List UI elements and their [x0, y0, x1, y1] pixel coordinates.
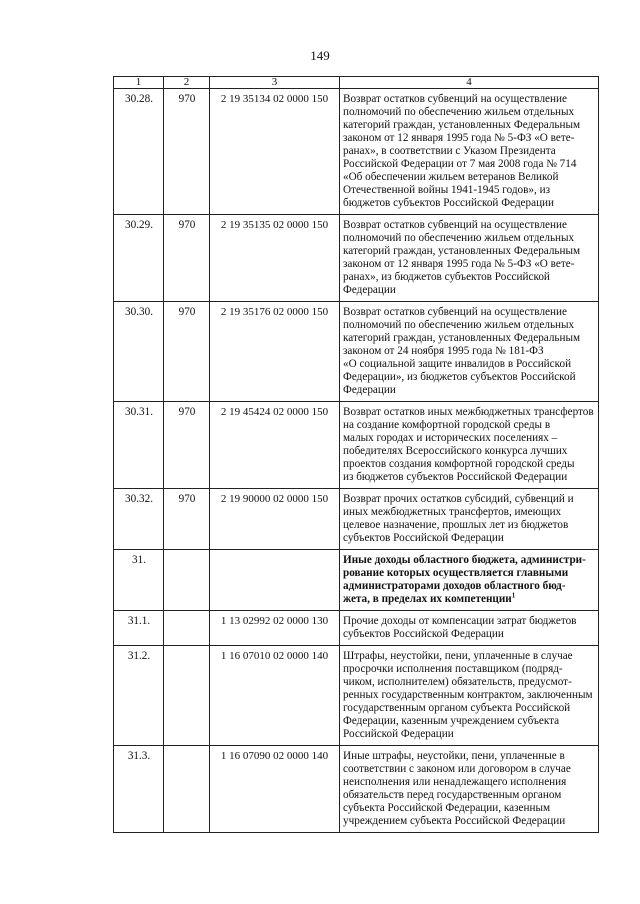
admin-code-cell: 970 [164, 89, 210, 215]
classification-code-cell: 2 19 35176 02 0000 150 [210, 302, 340, 402]
admin-code-cell [164, 746, 210, 833]
table-row [114, 611, 599, 646]
description-cell [340, 302, 599, 402]
description-cell [340, 646, 599, 746]
description-line: полномочий по обеспечению жильем отдельных [343, 232, 575, 244]
column-header-3: 3 [210, 77, 340, 89]
admin-code-cell: 970 [164, 402, 210, 489]
table-row [114, 215, 599, 302]
table-row [114, 402, 599, 489]
description-line: победителях Всероссийского конкурса лучших [343, 445, 568, 457]
admin-code-cell [164, 646, 210, 746]
description-line: из бюджетов субъектов Российской Федерации [343, 471, 568, 483]
classification-code-cell: 2 19 35135 02 0000 150 [210, 215, 340, 302]
row-number-cell: 30.31. [114, 402, 164, 489]
row-number-cell: 30.29. [114, 215, 164, 302]
description-line: законом от 12 января 1995 года № 5-ФЗ «О вете- [343, 132, 575, 144]
column-header-2: 2 [164, 77, 210, 89]
description-line: жета, в пределах их компетенции [343, 593, 512, 605]
classification-code-cell: 1 16 07090 02 0000 140 [210, 746, 340, 833]
description-line: полномочий по обеспечению жильем отдельных [343, 106, 575, 118]
row-number-cell: 30.28. [114, 89, 164, 215]
page-number: 149 [310, 48, 330, 63]
description-line: Возврат остатков субвенций на осуществление [343, 306, 567, 318]
row-number-cell: 31.3. [114, 746, 164, 833]
description-line: субъектов Российской Федерации [343, 628, 504, 640]
admin-code-cell [164, 550, 210, 611]
description-line: субъекта Российской Федерации, казенным [343, 802, 551, 814]
description-line: «О социальной защите инвалидов в Российской [343, 358, 572, 370]
classification-code-cell: 1 16 07010 02 0000 140 [210, 646, 340, 746]
description-line: категорий граждан, установленных Федеральным [343, 245, 581, 257]
description-cell [340, 746, 599, 833]
description-line: Иные доходы областного бюджета, администри- [343, 554, 586, 566]
description-line: Возврат прочих остатков субсидий, субвенций и [343, 493, 574, 505]
classification-code-cell: 2 19 90000 02 0000 150 [210, 489, 340, 550]
table-row [114, 550, 599, 611]
description-line: полномочий по обеспечению жильем отдельных [343, 319, 575, 331]
description-line: Отечественной войны 1941-1945 годов», из [343, 184, 551, 196]
table-row [114, 646, 599, 746]
description-line: на создание комфортной городской среды в [343, 419, 551, 431]
description-line: чиком, исполнителем) обязательств, предусмот- [343, 676, 572, 688]
description-line: ранах», из бюджетов субъектов Российской [343, 271, 550, 283]
description-line: ранах», в соответствии с Указом Президента [343, 145, 556, 157]
description-line: Федерации [343, 284, 396, 296]
table-header-row [114, 77, 599, 89]
table-row [114, 489, 599, 550]
table-row [114, 302, 599, 402]
description-line: ренных государственным контрактом, заключенным [343, 689, 593, 701]
description-line: Возврат остатков иных межбюджетных трансфертов [343, 406, 594, 418]
description-cell [340, 402, 599, 489]
description-cell [340, 215, 599, 302]
footnote-marker: 1 [511, 591, 516, 600]
description-line: администраторами доходов областного бюд- [343, 580, 566, 592]
description-line: иных межбюджетных трансфертов, имеющих [343, 506, 562, 518]
description-line: неисполнения или ненадлежащего исполнения [343, 776, 567, 788]
description-line: Штрафы, неустойки, пени, уплаченные в случае [343, 650, 573, 662]
description-line: категорий граждан, установленных Федеральным [343, 119, 581, 131]
row-number-cell: 30.32. [114, 489, 164, 550]
admin-code-cell: 970 [164, 215, 210, 302]
admin-code-cell: 970 [164, 489, 210, 550]
admin-code-cell: 970 [164, 302, 210, 402]
description-line: целевое назначение, прошлых лет из бюджетов [343, 519, 569, 531]
description-line: Российской Федерации от 7 мая 2008 года № 714 [343, 158, 577, 170]
column-header-4: 4 [340, 77, 599, 89]
description-line: обязательств перед государственным органом [343, 789, 562, 801]
budget-codes-table [113, 76, 599, 833]
description-line: Возврат остатков субвенций на осуществление [343, 219, 567, 231]
description-line: просрочки исполнения поставщиком (подряд- [343, 663, 563, 675]
description-line: Возврат остатков субвенций на осуществление [343, 93, 567, 105]
description-line: законом от 12 января 1995 года № 5-ФЗ «О вете- [343, 258, 575, 270]
classification-code-cell: 2 19 45424 02 0000 150 [210, 402, 340, 489]
description-line: Иные штрафы, неустойки, пени, уплаченные в [343, 750, 565, 762]
description-line: государственным органом субъекта Российской [343, 702, 571, 714]
row-number-cell: 31.1. [114, 611, 164, 646]
description-line: категорий граждан, установленных Федеральным [343, 332, 581, 344]
description-line: проектов создания комфортной городской среды [343, 458, 575, 470]
description-cell [340, 489, 599, 550]
description-line: законом от 24 ноября 1995 года № 181-ФЗ [343, 345, 544, 357]
description-line: рование которых осуществляется главными [343, 567, 569, 579]
row-number-cell: 31.2. [114, 646, 164, 746]
description-line: Российской Федерации [343, 728, 454, 740]
row-number-cell: 30.30. [114, 302, 164, 402]
description-line: Федерации [343, 384, 396, 396]
description-cell [340, 611, 599, 646]
description-line: учреждением субъекта Российской Федерации [343, 815, 566, 827]
classification-code-cell: 1 13 02992 02 0000 130 [210, 611, 340, 646]
column-header-1: 1 [114, 77, 164, 89]
description-line: Федерации», из бюджетов субъектов Российской [343, 371, 576, 383]
table-row [114, 746, 599, 833]
description-line: бюджетов субъектов Российской Федерации [343, 197, 555, 209]
description-line: субъектов Российской Федерации [343, 532, 504, 544]
description-line: Федерации, казенным учреждением субъекта [343, 715, 560, 727]
admin-code-cell [164, 611, 210, 646]
description-line: малых городах и исторических поселениях – [343, 432, 558, 444]
description-line: соответствии с законом или договором в случае [343, 763, 571, 775]
row-number-cell: 31. [114, 550, 164, 611]
table-row [114, 89, 599, 215]
description-cell [340, 89, 599, 215]
description-line: «Об обеспечении жильем ветеранов Великой [343, 171, 559, 183]
table-body [114, 89, 599, 833]
description-cell [340, 550, 599, 611]
classification-code-cell [210, 550, 340, 611]
description-line: Прочие доходы от компенсации затрат бюджетов [343, 615, 577, 627]
classification-code-cell: 2 19 35134 02 0000 150 [210, 89, 340, 215]
